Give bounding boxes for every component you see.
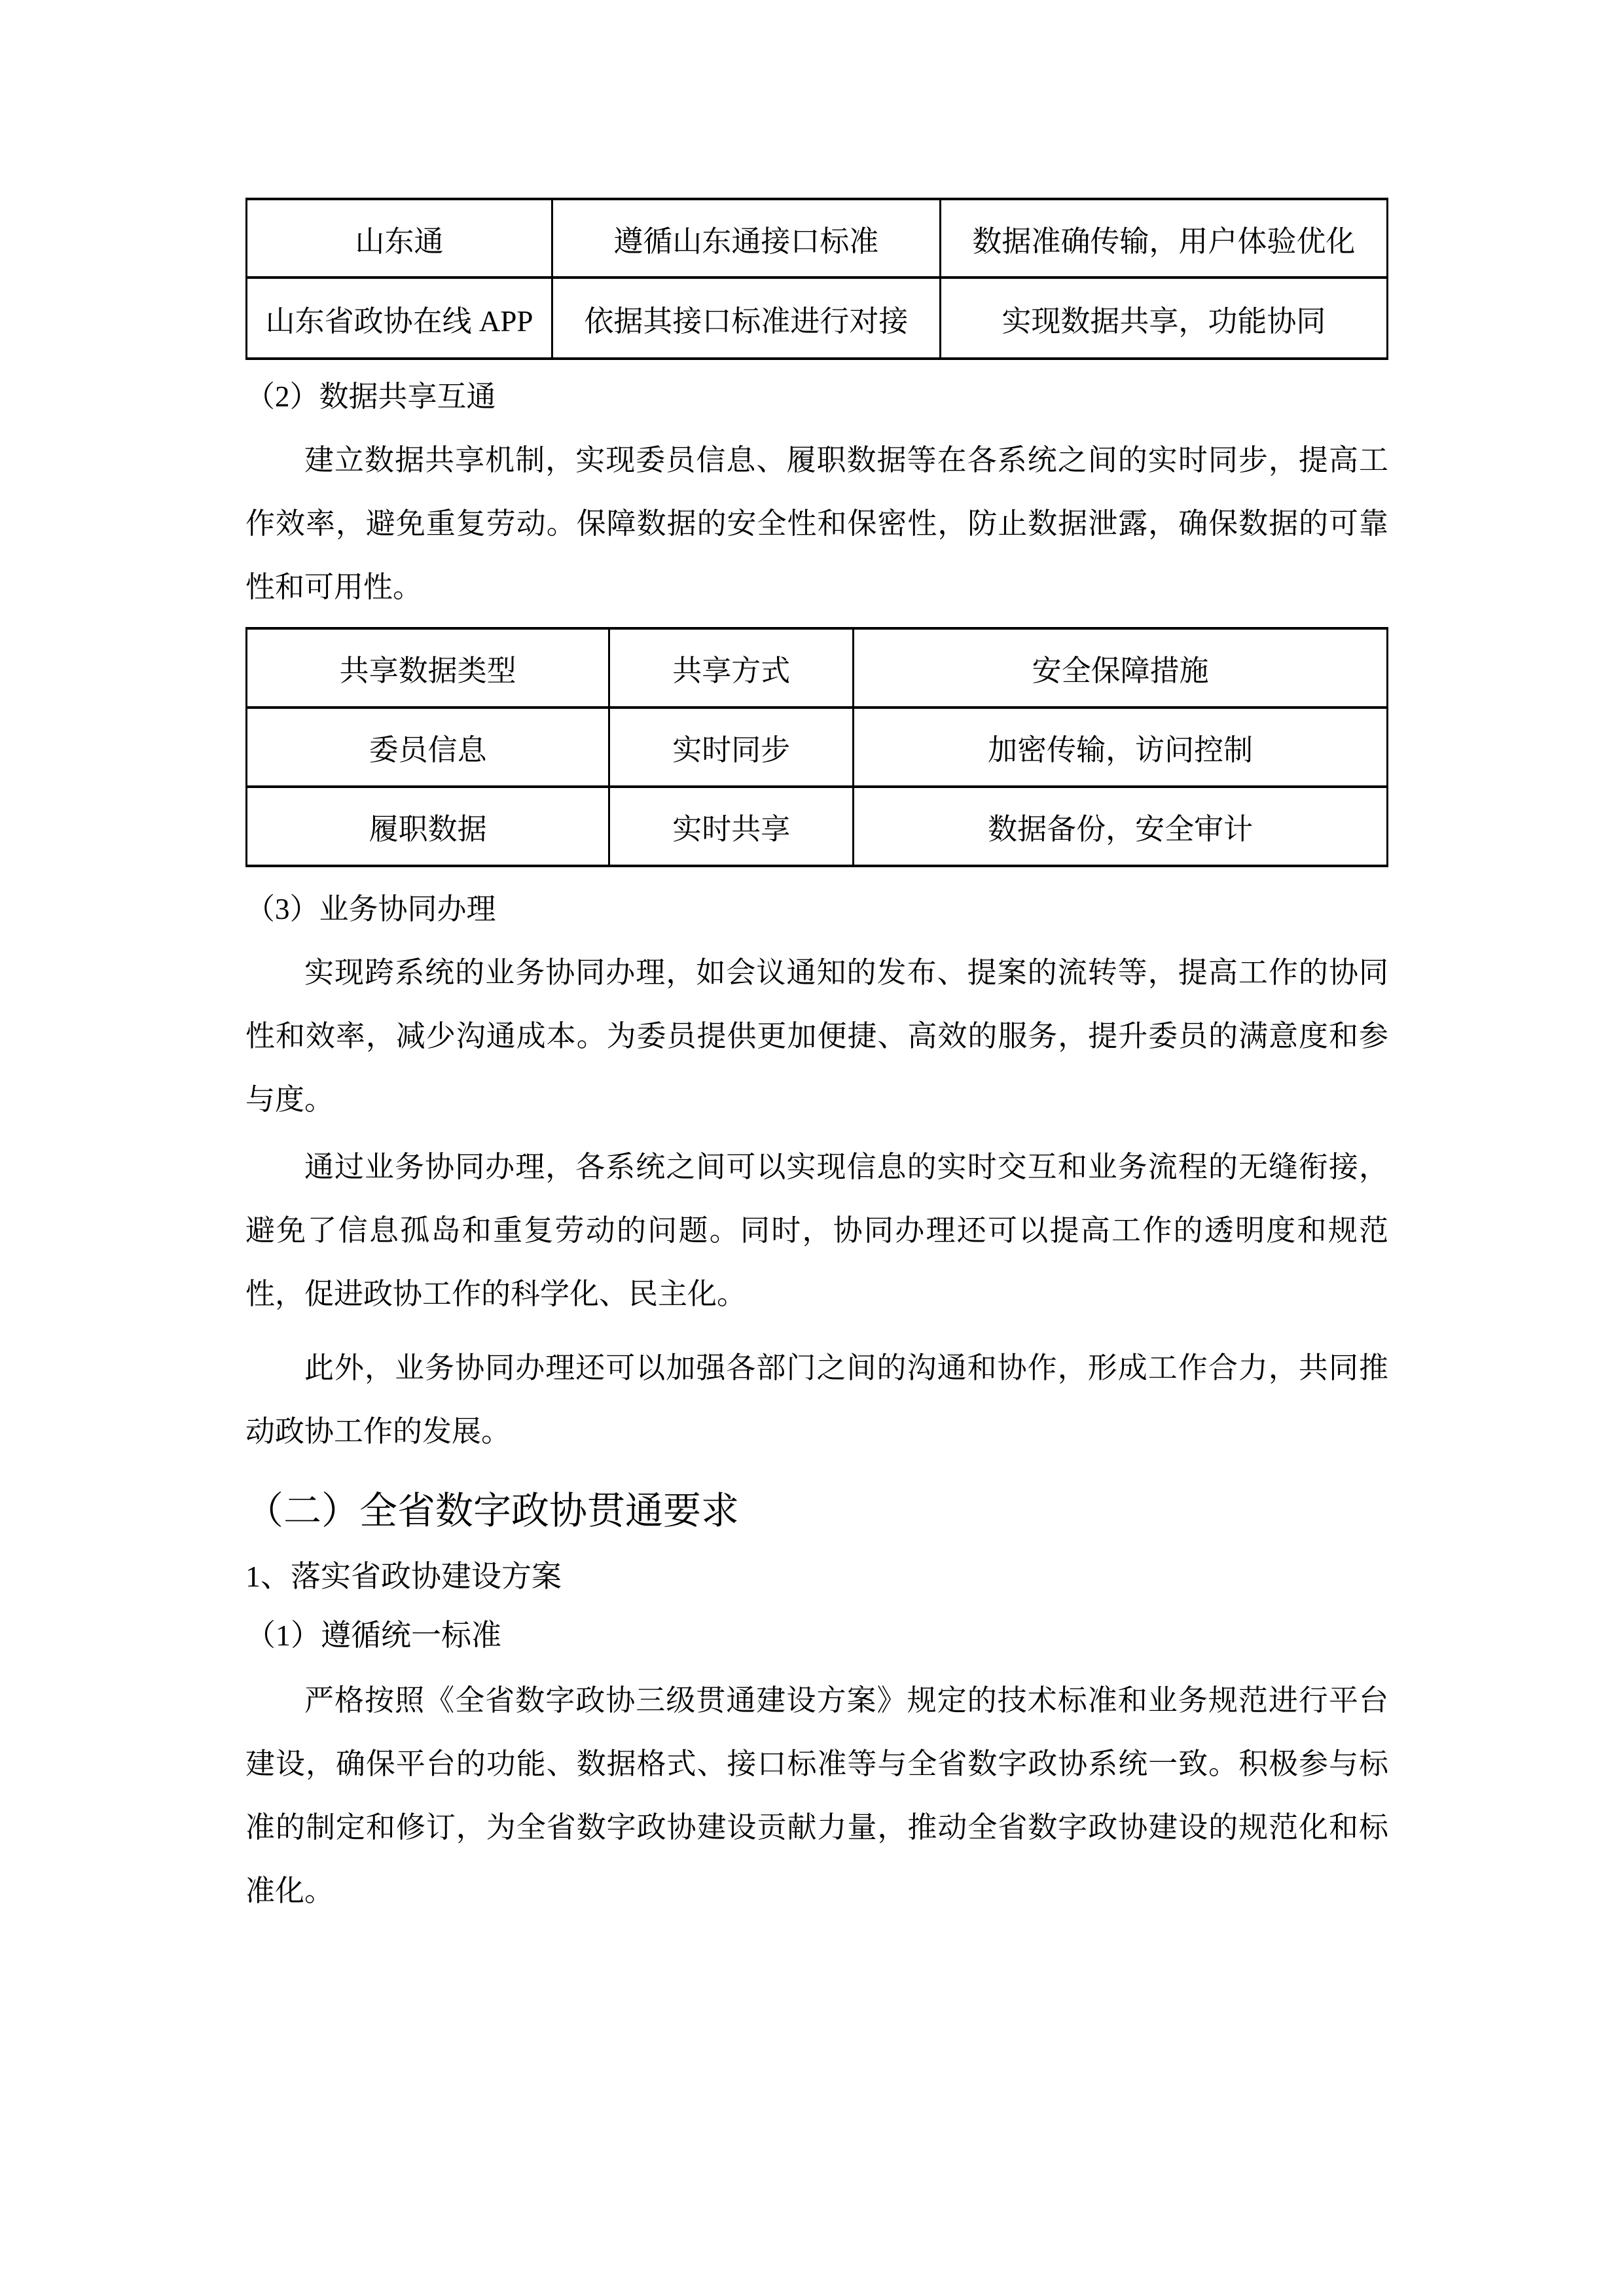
table-header-row (247, 628, 1388, 708)
paragraph-unified-standard: 严格按照《全省数字政协三级贯通建设方案》规定的技术标准和业务规范进行平台建设，确保平台的功能、数据格式、接口标准等与全省数字政协系统一致。积极参与标准的制定和修订，为全省数字政协建设贡献力量，推动全省数字政协建设的规范化和标准化。 (245, 1684, 1388, 1907)
table-cell-effect: 数据准确传输，用户体验优化 (940, 199, 1387, 278)
table-cell-standard: 遵循山东通接口标准 (552, 199, 941, 278)
sub-heading-implement-plan: 1、落实省政协建设方案 (245, 1560, 562, 1593)
table-cell-effect: 实现数据共享，功能协同 (940, 278, 1387, 359)
paragraph-collaboration-3: 此外，业务协同办理还可以加强各部门之间的沟通和协作，形成工作合力，共同推动政协工作的发展。 (245, 1352, 1388, 1448)
document-content (245, 198, 1388, 1923)
paragraph-collaboration-2: 通过业务协同办理，各系统之间可以实现信息的实时交互和业务流程的无缝衔接，避免了信息孤岛和重复劳动的问题。同时，协同办理还可以提高工作的透明度和规范性，促进政协工作的科学化、民主化。 (245, 1151, 1388, 1310)
table-header-security: 安全保障措施 (854, 628, 1388, 708)
interface-standards-table (245, 198, 1388, 360)
paragraph-data-sharing: 建立数据共享机制，实现委员信息、履职数据等在各系统之间的实时同步，提高工作效率，避免重复劳动。保障数据的安全性和保密性，防止数据泄露，确保数据的可靠性和可用性。 (245, 444, 1388, 603)
section-heading-collaboration: （3）业务协同办理 (245, 893, 496, 925)
section-heading-data-sharing: （2）数据共享互通 (245, 380, 496, 413)
table-header-data-type: 共享数据类型 (247, 628, 609, 708)
table-header-share-mode: 共享方式 (609, 628, 854, 708)
table-cell-standard: 依据其接口标准进行对接 (552, 278, 941, 359)
table-cell-data-type: 履职数据 (247, 787, 609, 866)
table-row (247, 278, 1388, 359)
table-row (247, 199, 1388, 278)
item-heading-unified-standard: （1）遵循统一标准 (245, 1619, 501, 1652)
table-cell-security: 数据备份，安全审计 (854, 787, 1388, 866)
table-row (247, 787, 1388, 866)
table-cell-system: 山东通 (247, 199, 552, 278)
table-cell-share-mode: 实时同步 (609, 708, 854, 787)
section-heading-province: （二）全省数字政协贯通要求 (245, 1490, 740, 1532)
paragraph-collaboration-1: 实现跨系统的业务协同办理，如会议通知的发布、提案的流转等，提高工作的协同性和效率，减少沟通成本。为委员提供更加便捷、高效的服务，提升委员的满意度和参与度。 (245, 956, 1388, 1116)
table-cell-security: 加密传输，访问控制 (854, 708, 1388, 787)
table-cell-data-type: 委员信息 (247, 708, 609, 787)
data-sharing-table (245, 627, 1388, 867)
table-cell-system: 山东省政协在线 APP (247, 278, 552, 359)
table-cell-share-mode: 实时共享 (609, 787, 854, 866)
table-row (247, 708, 1388, 787)
